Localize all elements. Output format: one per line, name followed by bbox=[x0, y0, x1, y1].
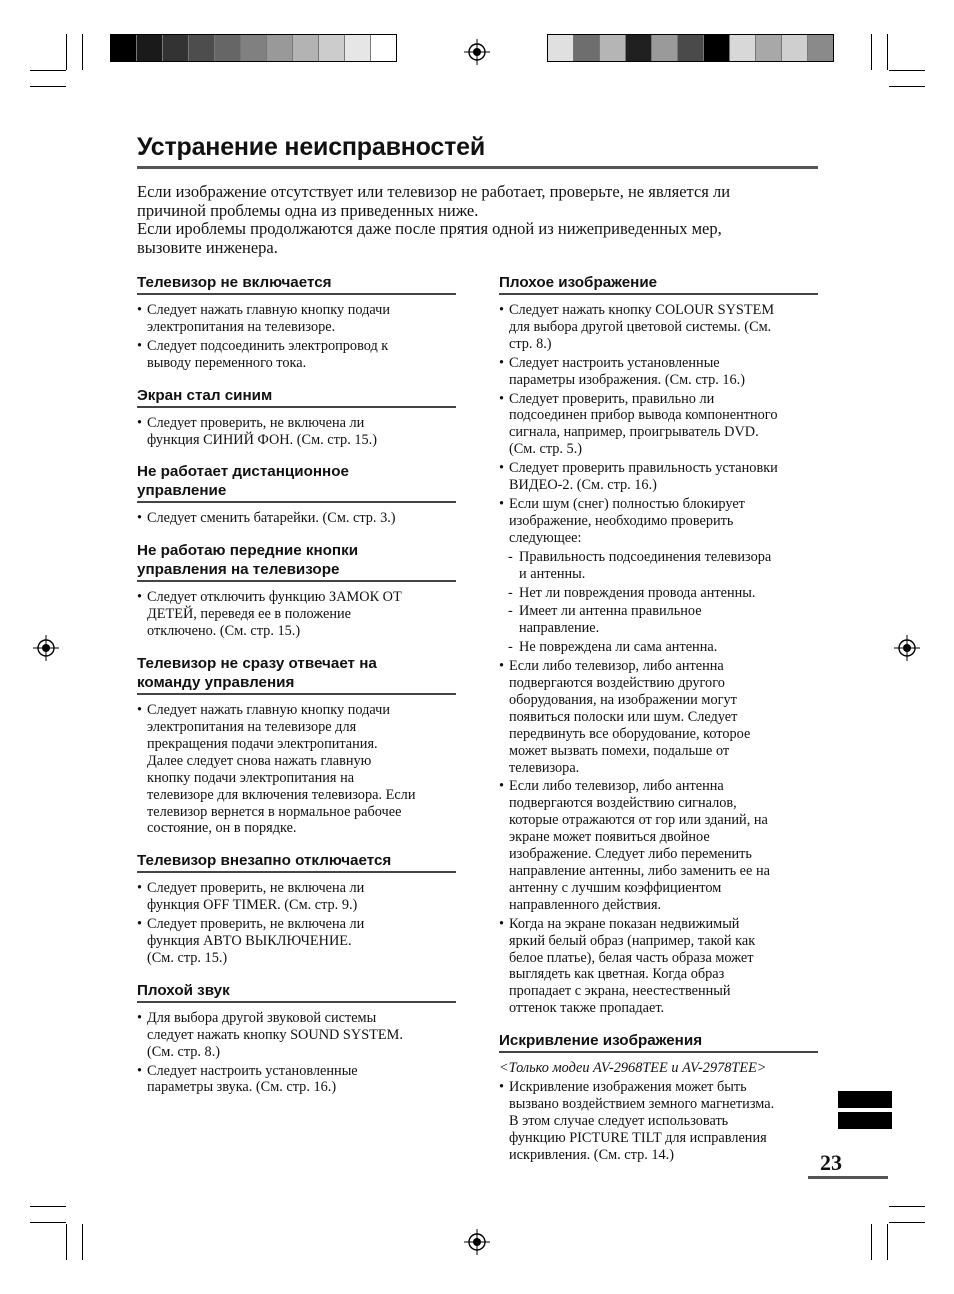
bullet-item bbox=[499, 302, 818, 353]
section-heading bbox=[137, 462, 456, 503]
item-line: подвергаются воздействию сигналов, bbox=[509, 795, 737, 812]
color-swatch bbox=[345, 35, 371, 61]
bullet-item bbox=[499, 1079, 818, 1164]
item-line: • Искривление изображения может быть bbox=[509, 1079, 747, 1096]
crop-mark bbox=[889, 70, 925, 71]
item-line: выводу переменного тока. bbox=[147, 354, 307, 371]
section-heading-line: управления на телевизоре bbox=[137, 561, 340, 579]
crop-mark bbox=[82, 1224, 83, 1260]
color-swatch bbox=[189, 35, 215, 61]
item-line: (См. стр. 8.) bbox=[147, 1043, 221, 1060]
item-line: • Следует проверить, правильно ли bbox=[509, 390, 715, 407]
crop-mark bbox=[30, 1206, 66, 1207]
troubleshooting-section bbox=[499, 273, 818, 1017]
item-line: • Следует проверить, не включена ли bbox=[147, 916, 365, 933]
grayscale-color-bar bbox=[110, 34, 397, 62]
section-heading-line: Телевизор не включается bbox=[137, 274, 332, 291]
intro-line: Если ироблемы продолжаются даже после прятия одной из нижеприведенных мер, bbox=[137, 219, 722, 239]
item-line: направление антенны, либо заменить ее на bbox=[509, 863, 770, 879]
section-heading bbox=[137, 386, 456, 408]
section-heading bbox=[137, 541, 456, 582]
item-line: телевизоре для включения телевизора. Если bbox=[147, 786, 416, 803]
bullet-item bbox=[499, 496, 818, 547]
item-line: • Следует настроить установленные bbox=[147, 1062, 358, 1079]
item-line: • Следует нажать кнопку COLOUR SYSTEM bbox=[509, 302, 775, 318]
item-line: сигнала, например, проигрыватель DVD. bbox=[509, 424, 759, 441]
sub-item bbox=[499, 639, 818, 656]
section-heading bbox=[137, 273, 456, 295]
bullet-item bbox=[137, 302, 456, 336]
bullet-list bbox=[499, 1079, 818, 1164]
item-line: оттенок также пропадает. bbox=[509, 1000, 665, 1017]
crop-mark bbox=[871, 1224, 872, 1260]
item-line: появиться полоски или шум. Следует bbox=[509, 708, 738, 725]
bullet-list bbox=[499, 302, 818, 1017]
section-heading-line: Экран стал синим bbox=[137, 386, 273, 404]
item-line: антенну с лучшим коэффициентом bbox=[509, 879, 722, 896]
intro-paragraph bbox=[137, 183, 827, 257]
item-line: яркий белый образ (например, такой как bbox=[509, 932, 756, 949]
language-tab-marker bbox=[838, 1112, 892, 1129]
troubleshooting-section bbox=[137, 851, 456, 967]
item-line: функция СИНИЙ ФОН. (См. стр. 15.) bbox=[147, 431, 377, 448]
page-number: 23 bbox=[820, 1150, 842, 1175]
section-heading bbox=[499, 273, 818, 295]
registration-mark-icon bbox=[894, 635, 920, 661]
item-line: параметры звука. (См. стр. 16.) bbox=[147, 1079, 337, 1096]
left-column bbox=[137, 273, 456, 1110]
bullet-item bbox=[499, 355, 818, 389]
color-swatch bbox=[319, 35, 345, 61]
item-line: • Следует сменить батарейки. (См. стр. 3.) bbox=[147, 510, 396, 527]
item-line: кнопку подачи электропитания на bbox=[147, 769, 355, 786]
crop-mark bbox=[887, 1224, 888, 1260]
item-line: параметры изображения. (См. стр. 16.) bbox=[509, 371, 746, 388]
item-line: передвинуть все оборудование, которое bbox=[509, 725, 751, 742]
model-note: <Только модеи AV-2968TEE и AV-2978TEE> bbox=[499, 1060, 767, 1077]
bullet-list bbox=[137, 302, 456, 372]
section-heading-line: Искривление изображения bbox=[499, 1032, 703, 1050]
bullet-item bbox=[137, 1010, 456, 1061]
bullet-list bbox=[137, 589, 456, 640]
color-swatch bbox=[756, 35, 782, 61]
section-heading bbox=[137, 851, 456, 873]
item-line: В этом случае следует использовать bbox=[509, 1112, 729, 1129]
crop-mark bbox=[889, 1206, 925, 1207]
bullet-list bbox=[137, 510, 456, 527]
section-heading-line: Плохое изображение bbox=[499, 274, 658, 291]
registration-mark-icon bbox=[464, 39, 490, 65]
section-heading-line: Телевизор внезапно отключается bbox=[137, 852, 392, 870]
item-line: может вызвать помехи, подальше от bbox=[509, 742, 730, 759]
item-line: (См. стр. 5.) bbox=[509, 441, 583, 458]
item-line: отключено. (См. стр. 15.) bbox=[147, 623, 301, 640]
bullet-item bbox=[137, 510, 456, 527]
right-column bbox=[499, 273, 818, 1178]
crop-mark bbox=[30, 70, 66, 71]
color-swatch bbox=[600, 35, 626, 61]
item-line: • Следует подсоединить электропровод к bbox=[147, 337, 389, 354]
item-line: искривления. (См. стр. 14.) bbox=[509, 1146, 675, 1163]
crop-mark bbox=[887, 34, 888, 70]
item-line: - Имеет ли антенна правильное bbox=[519, 603, 702, 620]
bullet-list bbox=[137, 702, 456, 837]
item-line: подвергаются воздействию другого bbox=[509, 675, 725, 692]
color-bar bbox=[547, 34, 834, 62]
bullet-item bbox=[499, 658, 818, 776]
troubleshooting-section bbox=[137, 462, 456, 527]
item-line: вызвано воздействием земного магнетизма. bbox=[509, 1096, 775, 1113]
item-line: функция OFF TIMER. (См. стр. 9.) bbox=[147, 897, 358, 914]
color-swatch bbox=[574, 35, 600, 61]
color-swatch bbox=[730, 35, 756, 61]
item-line: ВИДЕО-2. (См. стр. 16.) bbox=[509, 477, 657, 494]
crop-mark bbox=[66, 1224, 67, 1260]
bullet-item bbox=[137, 1063, 456, 1097]
item-line: оборудования, на изображении могут bbox=[509, 691, 737, 708]
color-swatch bbox=[137, 35, 163, 61]
language-tab-marker bbox=[838, 1091, 892, 1108]
item-line: ДЕТЕЙ, переведя ее в положение bbox=[147, 606, 351, 623]
item-line: выглядеть как цветная. Когда образ bbox=[509, 966, 725, 983]
item-line: пропадает с экрана, неестественный bbox=[509, 983, 731, 1000]
bullet-item bbox=[137, 880, 456, 914]
color-swatch bbox=[678, 35, 704, 61]
item-line: изображение, необходимо проверить bbox=[509, 512, 734, 529]
sub-item bbox=[499, 603, 818, 637]
color-swatch bbox=[548, 35, 574, 61]
troubleshooting-section bbox=[137, 981, 456, 1097]
item-line: телевизора. bbox=[509, 759, 580, 776]
page-title: Устранение неисправностей bbox=[137, 133, 486, 161]
item-line: белое платье), белая часть образа может bbox=[509, 949, 754, 966]
intro-line: причиной проблемы одна из приведенных ниже. bbox=[137, 200, 479, 220]
item-line: направление. bbox=[519, 620, 600, 637]
item-line: прекращения подачи электропитания. bbox=[147, 735, 378, 752]
item-line: • Если либо телевизор, либо антенна bbox=[509, 778, 724, 795]
item-line: • Если либо телевизор, либо антенна bbox=[509, 658, 724, 675]
registration-mark-icon bbox=[464, 1229, 490, 1255]
section-heading bbox=[137, 981, 456, 1003]
intro-line: вызовите инженера. bbox=[137, 237, 278, 257]
item-line: и антенны. bbox=[519, 565, 586, 582]
color-swatch bbox=[241, 35, 267, 61]
item-line: • Следует нажать главную кнопку подачи bbox=[147, 302, 390, 318]
crop-mark bbox=[82, 34, 83, 70]
color-swatch bbox=[782, 35, 808, 61]
section-heading-line: команду управления bbox=[137, 674, 295, 692]
section-heading-line: управление bbox=[137, 482, 227, 500]
color-swatch bbox=[111, 35, 137, 61]
bullet-item bbox=[137, 589, 456, 640]
crop-mark bbox=[889, 86, 925, 87]
registration-mark-icon bbox=[33, 635, 59, 661]
crop-mark bbox=[30, 86, 66, 87]
item-line: - Правильность подсоединения телевизора bbox=[519, 548, 772, 565]
color-swatch bbox=[293, 35, 319, 61]
bullet-list bbox=[137, 880, 456, 967]
item-line: - Нет ли повреждения провода антенны. bbox=[519, 584, 756, 601]
bullet-item bbox=[137, 702, 456, 837]
item-line: • Следует проверить правильность установки bbox=[509, 460, 778, 477]
color-swatch bbox=[371, 35, 396, 61]
sub-item bbox=[499, 585, 818, 602]
section-heading bbox=[499, 1031, 818, 1053]
troubleshooting-section bbox=[137, 541, 456, 640]
item-line: электропитания на телевизоре. bbox=[147, 318, 336, 335]
item-line: (См. стр. 15.) bbox=[147, 949, 228, 966]
color-swatch bbox=[704, 35, 730, 61]
item-line: следует нажать кнопку SOUND SYSTEM. bbox=[147, 1026, 403, 1043]
item-line: Далее следует снова нажать главную bbox=[147, 752, 372, 769]
section-heading-line: Не работаю передние кнопки bbox=[137, 542, 359, 560]
item-line: электропитания на телевизоре для bbox=[147, 718, 357, 735]
intro-line: Если изображение отсутствует или телевизор не работает, проверьте, не является ли bbox=[137, 182, 731, 201]
bullet-list bbox=[137, 415, 456, 449]
item-line: • Следует нажать главную кнопку подачи bbox=[147, 702, 390, 719]
color-swatch bbox=[267, 35, 293, 61]
item-line: направленного действия. bbox=[509, 896, 662, 913]
item-line: стр. 8.) bbox=[509, 335, 552, 352]
page-number-rule bbox=[808, 1176, 888, 1179]
item-line: подсоединен прибор вывода компонентного bbox=[509, 407, 778, 424]
crop-mark bbox=[871, 34, 872, 70]
item-line: • Следует настроить установленные bbox=[509, 354, 720, 371]
color-swatch bbox=[652, 35, 678, 61]
item-line: экране может появиться двойное bbox=[509, 829, 710, 846]
bullet-item bbox=[499, 391, 818, 459]
section-heading-line: Не работает дистанционное bbox=[137, 463, 349, 481]
bullet-item bbox=[499, 460, 818, 494]
color-swatch bbox=[808, 35, 833, 61]
section-heading-line: Телевизор не сразу отвечает на bbox=[137, 655, 377, 673]
item-line: которые отражаются от гор или зданий, на bbox=[509, 812, 768, 829]
item-line: • Следует проверить, не включена ли bbox=[147, 880, 365, 897]
section-heading-line: Плохой звук bbox=[137, 981, 230, 999]
bullet-item bbox=[137, 916, 456, 967]
item-line: функцию PICTURE TILT для исправления bbox=[509, 1129, 767, 1146]
item-line: • Следует отключить функцию ЗАМОК ОТ bbox=[147, 589, 402, 606]
crop-mark bbox=[30, 1222, 66, 1223]
item-line: • Для выбора другой звуковой системы bbox=[147, 1009, 377, 1026]
color-swatch bbox=[215, 35, 241, 61]
color-swatch bbox=[163, 35, 189, 61]
troubleshooting-section bbox=[499, 1031, 818, 1164]
bullet-item bbox=[137, 338, 456, 372]
crop-mark bbox=[66, 34, 67, 70]
item-line: изображение. Следует либо переменить bbox=[509, 846, 752, 863]
section-heading bbox=[137, 654, 456, 695]
item-line: состояние, он в порядке. bbox=[147, 820, 297, 837]
bullet-list bbox=[137, 1010, 456, 1097]
color-swatch bbox=[626, 35, 652, 61]
troubleshooting-section bbox=[137, 273, 456, 372]
item-line: телевизор вернется в нормальное рабочее bbox=[147, 803, 402, 820]
item-line: • Если шум (снег) полностью блокирует bbox=[509, 495, 745, 512]
bullet-item bbox=[137, 415, 456, 449]
bullet-item bbox=[499, 916, 818, 1017]
item-line: • Когда на экране показан недвижимый bbox=[509, 915, 740, 932]
bullet-item bbox=[499, 778, 818, 913]
crop-mark bbox=[889, 1222, 925, 1223]
title-rule bbox=[137, 166, 818, 169]
item-line: - Не повреждена ли сама антенна. bbox=[519, 639, 718, 656]
item-line: следующее: bbox=[509, 529, 582, 546]
item-line: • Следует проверить, не включена ли bbox=[147, 414, 365, 431]
troubleshooting-section bbox=[137, 654, 456, 837]
troubleshooting-section bbox=[137, 386, 456, 449]
sub-item bbox=[499, 549, 818, 583]
item-line: для выбора другой цветовой системы. (См. bbox=[509, 318, 772, 335]
item-line: функция АВТО ВЫКЛЮЧЕНИЕ. bbox=[147, 933, 352, 950]
